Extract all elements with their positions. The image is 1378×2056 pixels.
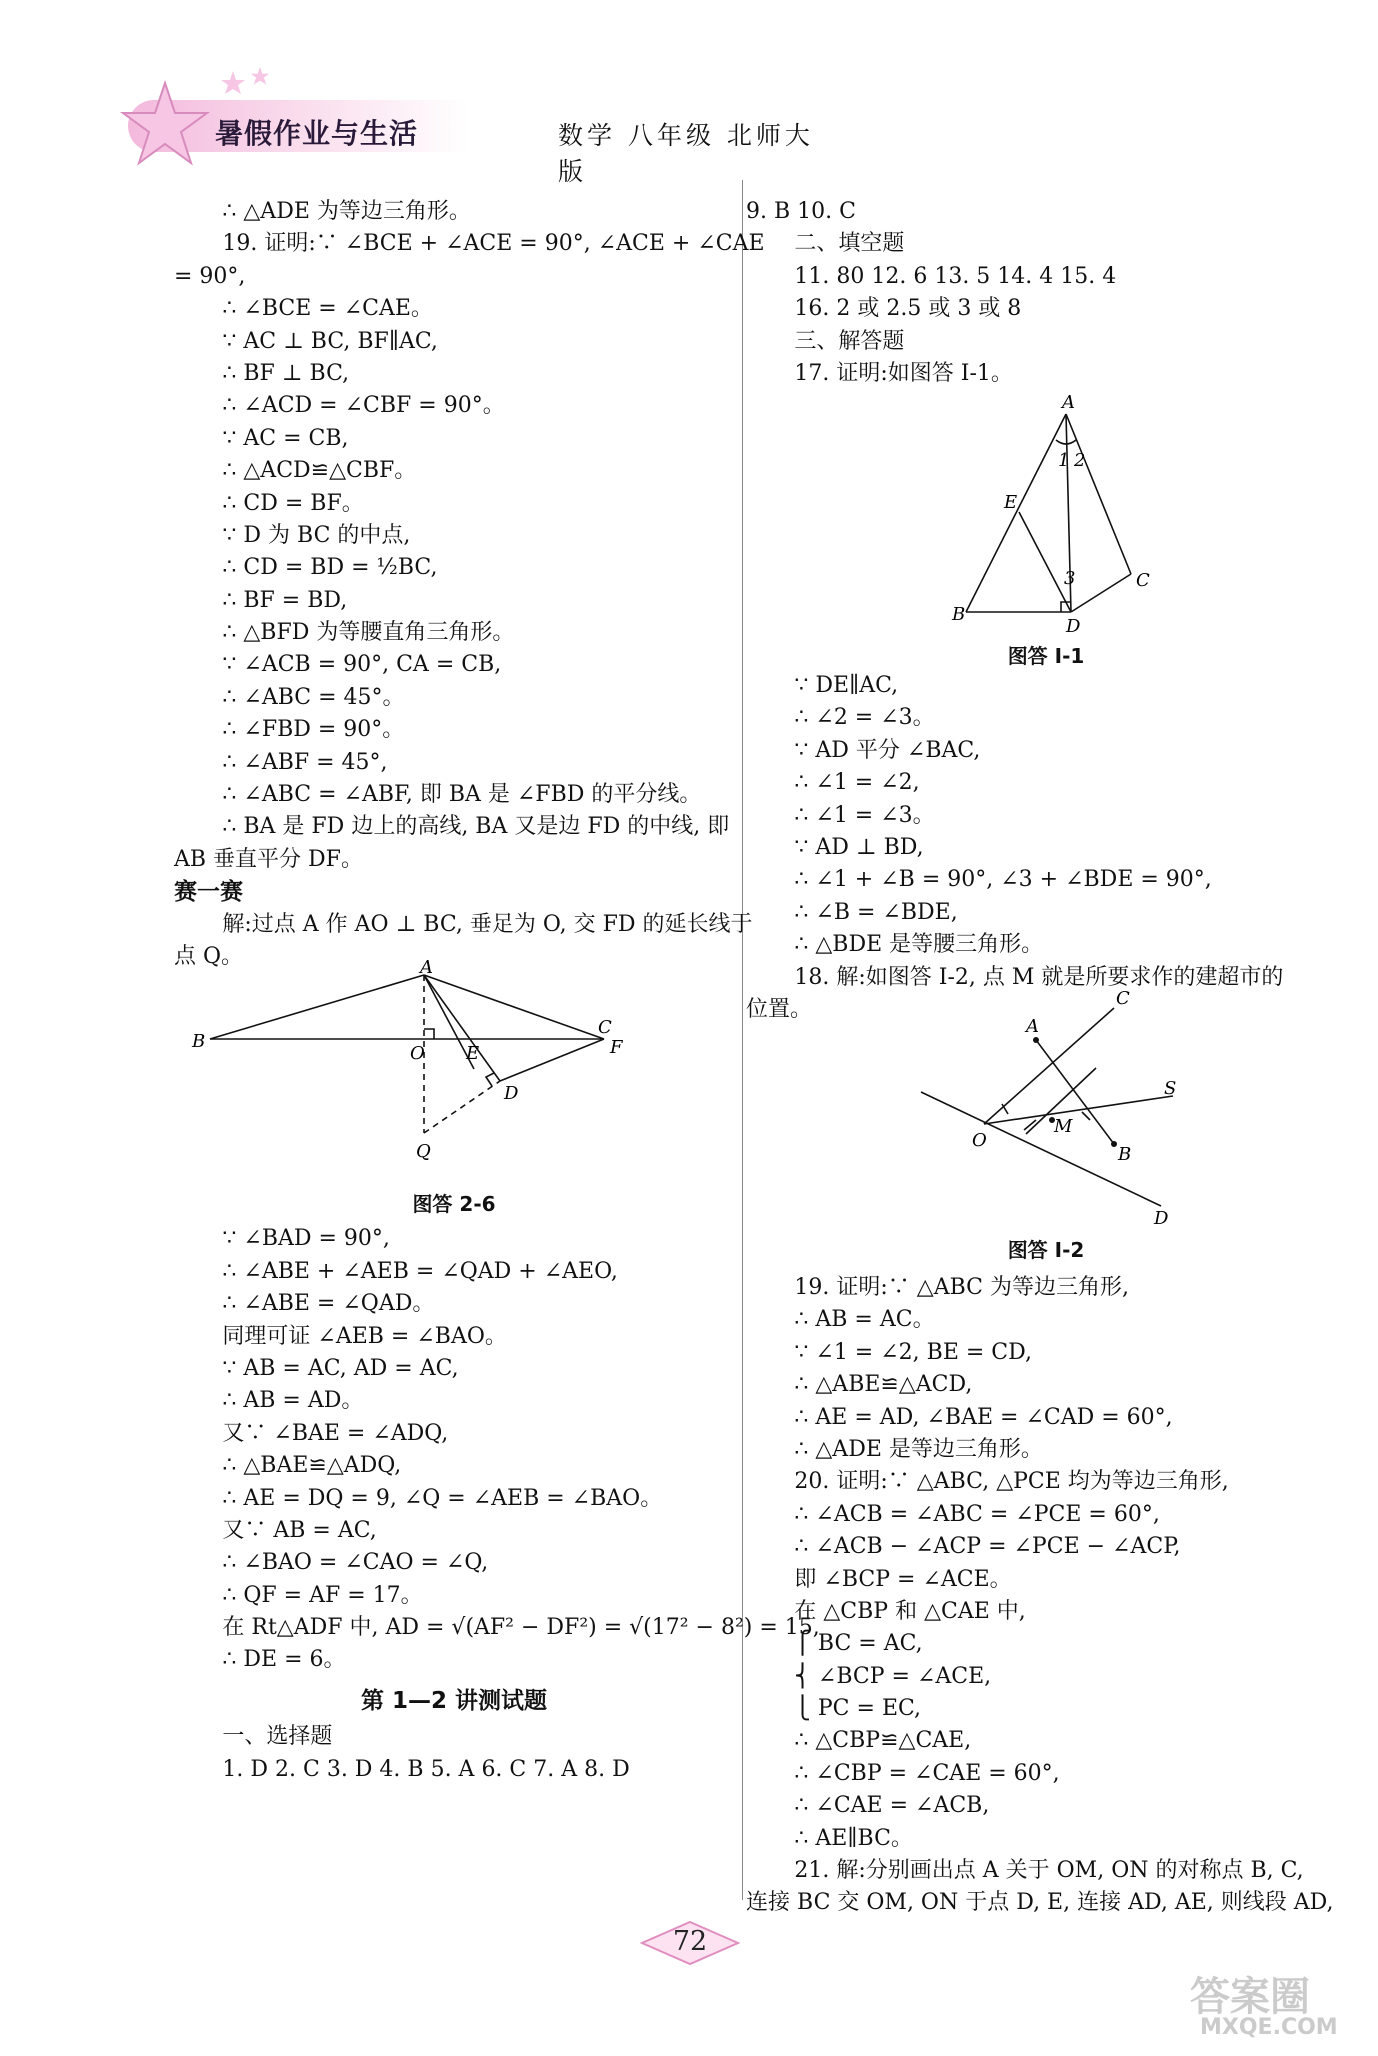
- figure-I-2-diagram: [746, 984, 1346, 1254]
- right-column-bottom-line: 在 △CBP 和 △CAE 中,: [794, 1598, 1026, 1624]
- left-column-line: ∵ AC = CB,: [222, 425, 349, 451]
- right-column-mid-line: ∴ △BDE 是等腰三角形。: [794, 932, 1044, 958]
- right-column-bottom-line: ⎩ PC = EC,: [794, 1696, 922, 1722]
- label-B: B: [1118, 1144, 1132, 1165]
- right-column-mid-line: ∴ ∠1 + ∠B = 90°, ∠3 + ∠BDE = 90°,: [794, 867, 1212, 893]
- page-number: 72: [672, 1926, 708, 1957]
- right-column-mid-line: ∴ ∠B = ∠BDE,: [794, 899, 958, 925]
- figure-2-6: [174, 957, 734, 1223]
- left-column-after-figure-line: ∴ DE = 6。: [222, 1647, 346, 1673]
- right-column-bottom-line: ∴ ∠CAE = ∠ACB,: [794, 1793, 990, 1819]
- left-column-after-figure-line: ∴ QF = AF = 17。: [222, 1582, 423, 1608]
- left-column-line: ∴ BF ⊥ BC,: [222, 360, 350, 386]
- left-tail-line: 一、选择题: [222, 1724, 333, 1750]
- label-D: D: [1154, 1208, 1169, 1229]
- left-column-after-figure-line: ∴ ∠BAO = ∠CAO = ∠Q,: [222, 1550, 489, 1576]
- label-B: B: [952, 604, 966, 625]
- right-column-bottom-line: 连接 BC 交 OM, ON 于点 D, E, 连接 AD, AE, 则线段 AD,: [746, 1890, 1334, 1916]
- left-column-line: ∴ △ACD≌△CBF。: [222, 458, 417, 484]
- label-E: E: [466, 1043, 480, 1065]
- right-column-bottom-line: ∴ △ABE≌△ACD,: [794, 1372, 973, 1398]
- left-column-after-figure-line: ∴ △BAE≌△ADQ,: [222, 1453, 402, 1479]
- left-tail-line: 1. D 2. C 3. D 4. B 5. A 6. C 7. A 8. D: [222, 1756, 630, 1782]
- right-column-mid-line: ∵ AD ⊥ BD,: [794, 834, 924, 860]
- right-column-top-line: 17. 证明:如图答 Ⅰ-1。: [794, 360, 1013, 386]
- left-column-after-figure-line: ∴ AB = AD。: [222, 1388, 364, 1414]
- left-column-line: ∴ ∠ACD = ∠CBF = 90°。: [222, 393, 505, 419]
- right-column-bottom-line: ∵ ∠1 = ∠2, BE = CD,: [794, 1339, 1032, 1365]
- left-column-after-figure-line: ∵ ∠BAD = 90°,: [222, 1226, 390, 1252]
- left-column-line: ∴ ∠ABF = 45°,: [222, 749, 388, 775]
- label-O: O: [972, 1130, 987, 1151]
- label-Q: Q: [416, 1141, 431, 1163]
- left-column-line: ∴ △BFD 为等腰直角三角形。: [222, 620, 515, 646]
- left-column-line: ∴ ∠BCE = ∠CAE。: [222, 296, 433, 322]
- left-column-line: ∵ AC ⊥ BC, BF∥AC,: [222, 328, 438, 354]
- watermark-logo: 答案圈: [1190, 1974, 1310, 2020]
- label-A: A: [1026, 1016, 1039, 1037]
- left-column-line: ∴ CD = BF。: [222, 490, 364, 516]
- left-column-line: = 90°,: [174, 263, 246, 289]
- right-column-top-line: 16. 2 或 2.5 或 3 或 8: [794, 296, 1022, 322]
- left-column-line: ∴ BF = BD,: [222, 587, 348, 613]
- small-star-icon: [250, 66, 270, 86]
- figure-I-1-caption: 图答 Ⅰ-1: [1007, 644, 1085, 668]
- right-column-mid-line: ∴ ∠2 = ∠3。: [794, 705, 935, 731]
- right-column-top-line: 三、解答题: [794, 328, 905, 354]
- figure-2-6-caption: 图答 2-6: [412, 1192, 496, 1217]
- left-column-after-figure-line: ∴ AE = DQ = 9, ∠Q = ∠AEB = ∠BAO。: [222, 1485, 663, 1511]
- right-column-mid-line: ∴ ∠1 = ∠2,: [794, 770, 920, 796]
- label-C: C: [1136, 570, 1150, 591]
- right-column-top-line: 9. B 10. C: [746, 199, 856, 224]
- label-B: B: [192, 1031, 206, 1053]
- label-C: C: [1116, 988, 1130, 1009]
- right-column-mid-line: ∴ ∠1 = ∠3。: [794, 802, 935, 828]
- right-column-mid-line: ∵ DE∥AC,: [794, 673, 899, 698]
- left-column-line: ∴ BA 是 FD 边上的高线, BA 又是边 FD 的中线, 即: [222, 814, 730, 840]
- right-column-bottom-line: ∴ AE∥BC。: [794, 1825, 913, 1851]
- left-column-line: 解:过点 A 作 AO ⊥ BC, 垂足为 O, 交 FD 的延长线于: [222, 911, 753, 937]
- label-3: 3: [1064, 568, 1076, 589]
- figure-2-6-diagram: [174, 957, 734, 1223]
- right-column-top-line: 二、填空题: [794, 231, 905, 257]
- right-column-mid-line: 位置。: [746, 996, 813, 1022]
- right-column-bottom-line: ∴ AB = AC。: [794, 1307, 935, 1333]
- label-D: D: [504, 1083, 519, 1105]
- label-D: D: [1066, 616, 1081, 637]
- left-column-line: ∵ ∠ACB = 90°, CA = CB,: [222, 652, 502, 678]
- left-column-line: 19. 证明:∵ ∠BCE + ∠ACE = 90°, ∠ACE + ∠CAE: [222, 231, 765, 257]
- left-column-after-figure-line: ∵ AB = AC, AD = AC,: [222, 1355, 459, 1381]
- label-A: A: [420, 957, 433, 979]
- label-O: O: [410, 1043, 425, 1065]
- left-column-line: ∴ CD = BD = ½BC,: [222, 555, 438, 581]
- label-A: A: [1062, 392, 1075, 413]
- left-column-after-figure-line: ∴ ∠ABE + ∠AEB = ∠QAD + ∠AEO,: [222, 1258, 618, 1284]
- right-column-bottom-line: ∴ AE = AD, ∠BAE = ∠CAD = 60°,: [794, 1404, 1173, 1430]
- right-column-bottom-line: ∴ ∠ACB − ∠ACP = ∠PCE − ∠ACP,: [794, 1534, 1181, 1560]
- left-column-after-figure-line: 又∵ AB = AC,: [222, 1517, 377, 1543]
- left-column-after-figure-line: 在 Rt△ADF 中, AD = √(AF² − DF²) = √(17² − 8²) = 15,: [222, 1615, 820, 1641]
- left-column-after-figure-line: ∴ ∠ABE = ∠QAD。: [222, 1291, 435, 1317]
- left-column-after-figure-line: 同理可证 ∠AEB = ∠BAO。: [222, 1323, 507, 1349]
- label-E: E: [1004, 492, 1018, 513]
- right-column-bottom-line: ⎧ BC = AC,: [794, 1631, 923, 1657]
- right-column-top-line: 11. 80 12. 6 13. 5 14. 4 15. 4: [794, 263, 1117, 289]
- left-column-line: ∴ ∠ABC = 45°。: [222, 684, 405, 710]
- right-column-bottom-line: 19. 证明:∵ △ABC 为等边三角形,: [794, 1275, 1129, 1300]
- watermark-url: MXQE.COM: [1200, 2015, 1338, 2040]
- figure-I-1-overlay: [746, 374, 1346, 636]
- page-number-badge: [640, 1920, 740, 1966]
- star-icon: [120, 78, 210, 168]
- left-column-line: ∴ ∠FBD = 90°。: [222, 717, 405, 743]
- right-column-bottom-line: 21. 解:分别画出点 A 关于 OM, ON 的对称点 B, C,: [794, 1858, 1304, 1884]
- right-column-bottom-line: ∴ △CBP≌△CAE,: [794, 1728, 972, 1754]
- right-column-bottom-line: 即 ∠BCP = ∠ACE。: [794, 1566, 1012, 1592]
- right-column-mid-line: 18. 解:如图答 Ⅰ-2, 点 M 就是所要求作的建超市的: [794, 964, 1284, 990]
- right-column-bottom-line: ∴ ∠ACB = ∠ABC = ∠PCE = 60°,: [794, 1501, 1160, 1527]
- right-column-bottom-line: ⎨ ∠BCP = ∠ACE,: [794, 1663, 992, 1689]
- left-column-after-figure-line: 又∵ ∠BAE = ∠ADQ,: [222, 1420, 449, 1446]
- section-title: 第 1—2 讲测试题: [360, 1687, 548, 1714]
- page-header: [120, 60, 820, 186]
- header-title: 暑假作业与生活: [215, 117, 419, 150]
- left-column-line: ∴ ∠ABC = ∠ABF, 即 BA 是 ∠FBD 的平分线。: [222, 782, 702, 808]
- left-column-line: ∵ D 为 BC 的中点,: [222, 522, 411, 548]
- left-column-line: ∴ △ADE 为等边三角形。: [222, 199, 471, 224]
- label-M: M: [1054, 1116, 1073, 1137]
- label-C: C: [598, 1017, 612, 1039]
- small-star-icon: [220, 70, 246, 96]
- label-2: 2: [1074, 450, 1086, 471]
- figure-I-2-caption: 图答 Ⅰ-2: [1007, 1238, 1085, 1262]
- left-column-line: 赛一赛: [174, 879, 243, 906]
- right-column-bottom-line: ∴ △ADE 是等边三角形。: [794, 1436, 1043, 1462]
- left-column-line: AB 垂直平分 DF。: [174, 846, 363, 872]
- right-column-bottom-line: 20. 证明:∵ △ABC, △PCE 均为等边三角形,: [794, 1469, 1229, 1495]
- right-column-bottom-line: ∴ ∠CBP = ∠CAE = 60°,: [794, 1760, 1060, 1786]
- left-column-line: 点 Q。: [174, 943, 244, 969]
- label-1: 1: [1058, 450, 1070, 471]
- header-subject: 数学 八年级 北师大版: [558, 121, 814, 186]
- label-S: S: [1164, 1078, 1177, 1099]
- right-column-mid-line: ∵ AD 平分 ∠BAC,: [794, 737, 981, 763]
- label-F: F: [610, 1037, 623, 1059]
